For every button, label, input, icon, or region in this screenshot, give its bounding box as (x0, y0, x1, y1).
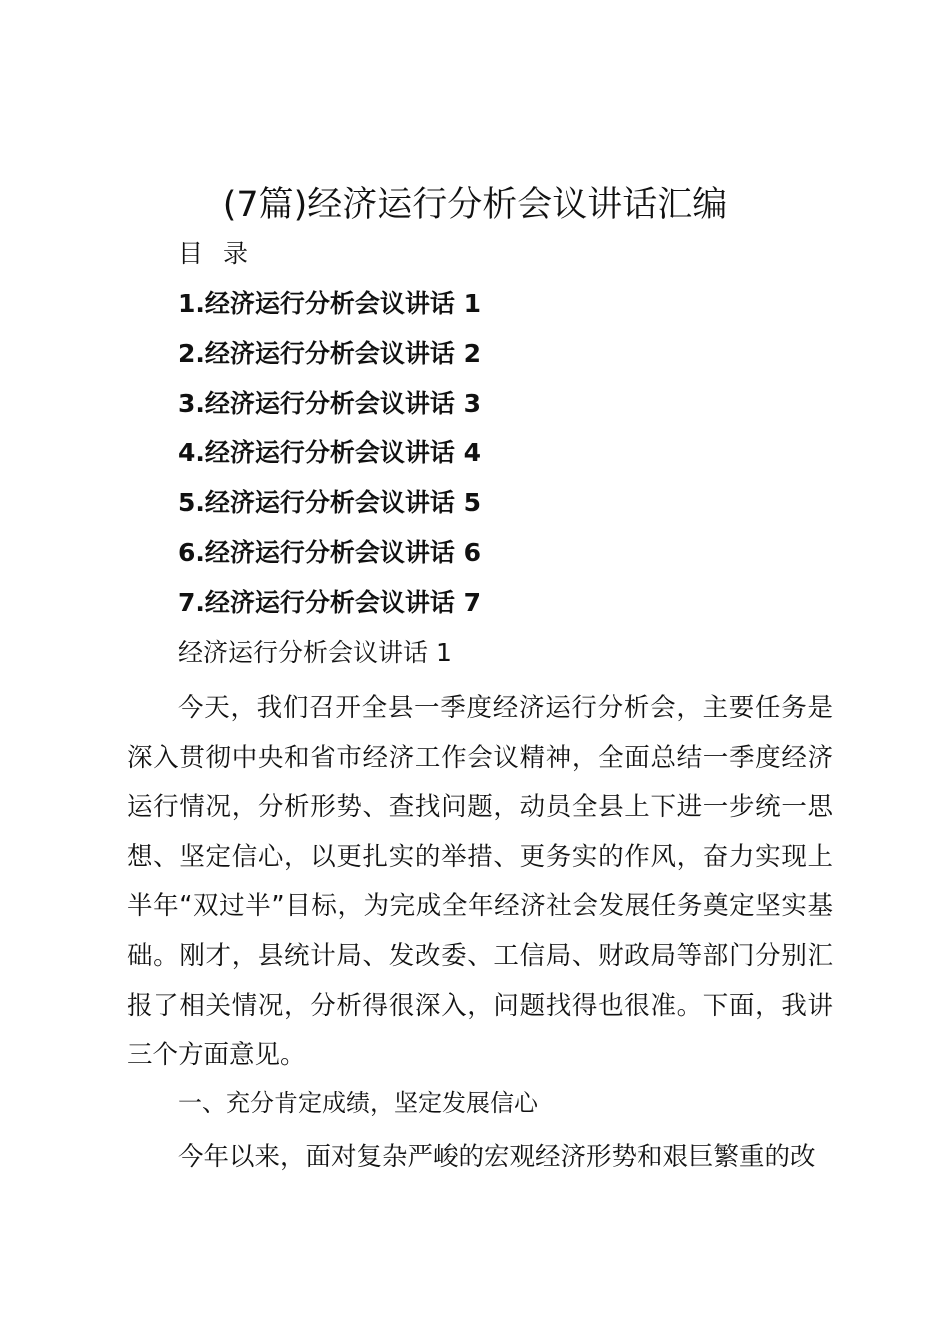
toc-item[interactable]: 4.经济运行分析会议讲话 4 (178, 438, 481, 468)
toc-heading: 目 录 (178, 239, 254, 268)
toc-item[interactable]: 1.经济运行分析会议讲话 1 (178, 289, 481, 318)
section-subheading: 一、充分肯定成绩，坚定发展信心 (178, 1089, 538, 1117)
toc-item[interactable]: 6.经济运行分析会议讲话 6 (178, 537, 481, 567)
toc-item[interactable]: 2.经济运行分析会议讲话 2 (178, 338, 481, 368)
toc-item[interactable]: 7.经济运行分析会议讲话 7 (178, 587, 481, 617)
body-paragraph: 今天，我们召开全县一季度经济运行分析会，主要任务是深入贯彻中央和省市经济工作会议精神，全面总结一季度经济运行情况，分析形势、查找问题，动员全县上下进一步统一思想、坚定信心，以更扎实的举措、更务实的作风，奋力实现上半年“双过半”目标，为完成全年经济社会发展任务奠定坚实基础。刚才，县统计局、发改委、工信局、财政局等部门分别汇报了相关情况，分析得很深入，问题找得也很准。下面，我讲三个方面意见。 (127, 693, 833, 1071)
document-title: (7篇)经济运行分析会议讲话汇编 (222, 185, 728, 225)
body-paragraph: 今年以来，面对复杂严峻的宏观经济形势和艰巨繁重的改 (178, 1142, 816, 1172)
table-of-contents (178, 286, 481, 635)
toc-item[interactable]: 3.经济运行分析会议讲话 3 (178, 388, 481, 418)
toc-item[interactable]: 5.经济运行分析会议讲话 5 (178, 488, 481, 518)
section-title: 经济运行分析会议讲话 1 (178, 638, 452, 667)
